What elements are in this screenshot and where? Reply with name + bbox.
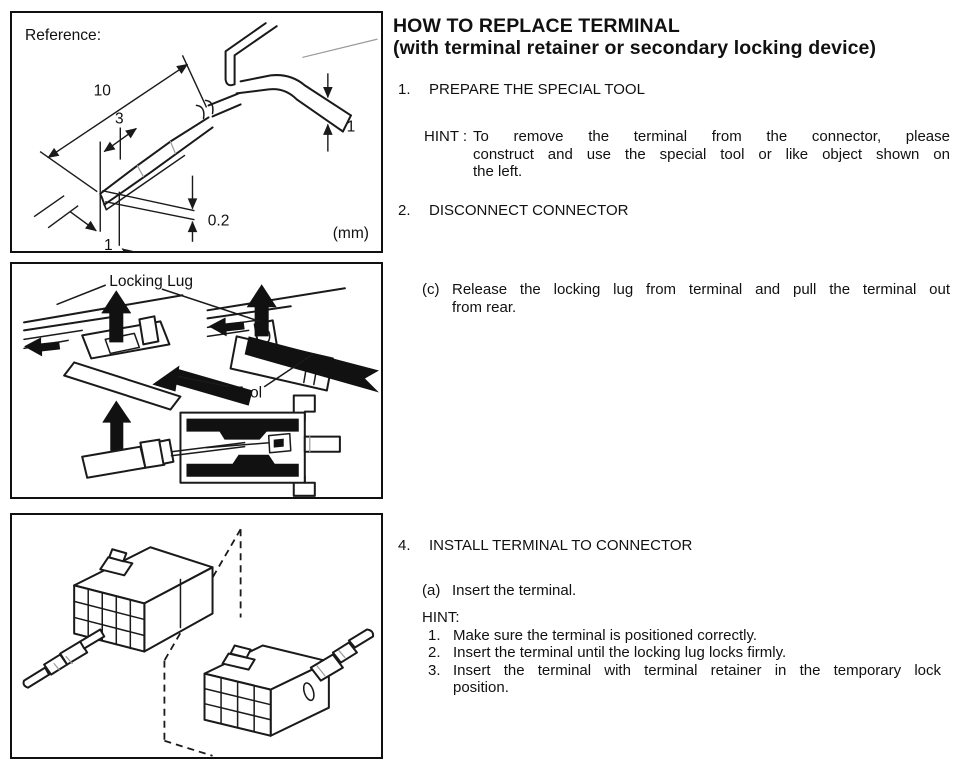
dimension-lines bbox=[34, 55, 328, 251]
sub-c-label: (c) bbox=[422, 281, 440, 298]
terminal-installation-drawing bbox=[12, 515, 381, 757]
dim-label-10: 10 bbox=[93, 82, 111, 100]
hint-label: HINT : bbox=[424, 128, 468, 145]
sub-c-line: Release the locking lug from terminal and pull the terminal out bbox=[452, 281, 950, 298]
dim-label-1-rod: 1 bbox=[346, 118, 356, 136]
terminal-removal-drawing bbox=[12, 264, 381, 497]
hint4-item-line: Insert the terminal with terminal retainer in the temporary lock bbox=[453, 661, 941, 679]
locking-lug-label: Locking Lug bbox=[109, 273, 194, 291]
right-terminal-diagram bbox=[208, 284, 379, 392]
hint4-item-text: Make sure the terminal is positioned correctly. bbox=[453, 626, 758, 644]
locking-lug-leader-right bbox=[162, 289, 259, 321]
hint-line: construct and use the special tool or like object shown on bbox=[473, 145, 950, 163]
figure-special-tool-reference bbox=[10, 11, 383, 253]
page-title-line1: HOW TO REPLACE TERMINAL bbox=[393, 15, 680, 37]
step-2-label: DISCONNECT CONNECTOR bbox=[429, 202, 629, 219]
hint4-item-text: Insert the terminal until the locking lug locks firmly. bbox=[453, 644, 787, 661]
instructions-column bbox=[393, 0, 955, 768]
connector-cross-section bbox=[82, 396, 340, 496]
dim-label-1-width: 1 bbox=[103, 236, 113, 251]
hint4-label: HINT: bbox=[422, 609, 460, 626]
hint4-item-number: 2. bbox=[428, 644, 441, 661]
page-title-line2: (with terminal retainer or secondary locking device) bbox=[393, 36, 877, 59]
step-4 bbox=[398, 537, 692, 555]
reference-caption: Reference: bbox=[25, 27, 102, 45]
hint-text bbox=[473, 128, 950, 181]
figure-terminal-installation bbox=[10, 513, 383, 759]
hint4-item-2 bbox=[428, 644, 941, 662]
sub-a-text: Insert the terminal. bbox=[452, 582, 577, 599]
tool-body-outline bbox=[100, 23, 377, 210]
female-connector-housing bbox=[205, 646, 329, 736]
hint4-item-number: 3. bbox=[428, 661, 441, 679]
hint4-item-number: 1. bbox=[428, 626, 441, 644]
hint-line: To remove the terminal from the connector, please bbox=[473, 128, 950, 145]
hint4-item-text bbox=[453, 662, 941, 697]
page-title bbox=[393, 16, 876, 59]
step-4-sub-a bbox=[422, 582, 576, 600]
units-label-mm: (mm) bbox=[332, 224, 369, 242]
step-1-hint bbox=[424, 128, 950, 181]
step-1 bbox=[398, 81, 645, 99]
step-2-sub-c bbox=[422, 281, 950, 316]
hint-line: the left. bbox=[473, 163, 523, 180]
hint4-item-line: position. bbox=[453, 679, 509, 696]
figure-terminal-removal bbox=[10, 262, 383, 499]
hint4-item-1 bbox=[428, 627, 941, 645]
tool-label: Tool bbox=[233, 384, 263, 402]
hint4-item-3 bbox=[428, 662, 941, 697]
male-terminal-with-wire bbox=[24, 629, 105, 687]
step-4-hint bbox=[422, 609, 941, 697]
locking-lug-leader-left bbox=[57, 285, 105, 304]
step-1-label: PREPARE THE SPECIAL TOOL bbox=[429, 81, 645, 98]
female-terminal-with-wire bbox=[311, 629, 373, 680]
sub-a-label: (a) bbox=[422, 582, 441, 599]
sub-c-line: from rear. bbox=[452, 298, 517, 316]
step-2-number: 2. bbox=[398, 202, 411, 219]
sub-c-text bbox=[452, 281, 950, 316]
step-4-label: INSTALL TERMINAL TO CONNECTOR bbox=[429, 537, 693, 554]
dim-label-3: 3 bbox=[114, 110, 124, 128]
step-2 bbox=[398, 202, 628, 220]
special-tool-drawing bbox=[12, 13, 381, 251]
step-4-number: 4. bbox=[398, 537, 411, 554]
step-1-number: 1. bbox=[398, 81, 411, 98]
dim-label-0-2: 0.2 bbox=[207, 212, 230, 230]
